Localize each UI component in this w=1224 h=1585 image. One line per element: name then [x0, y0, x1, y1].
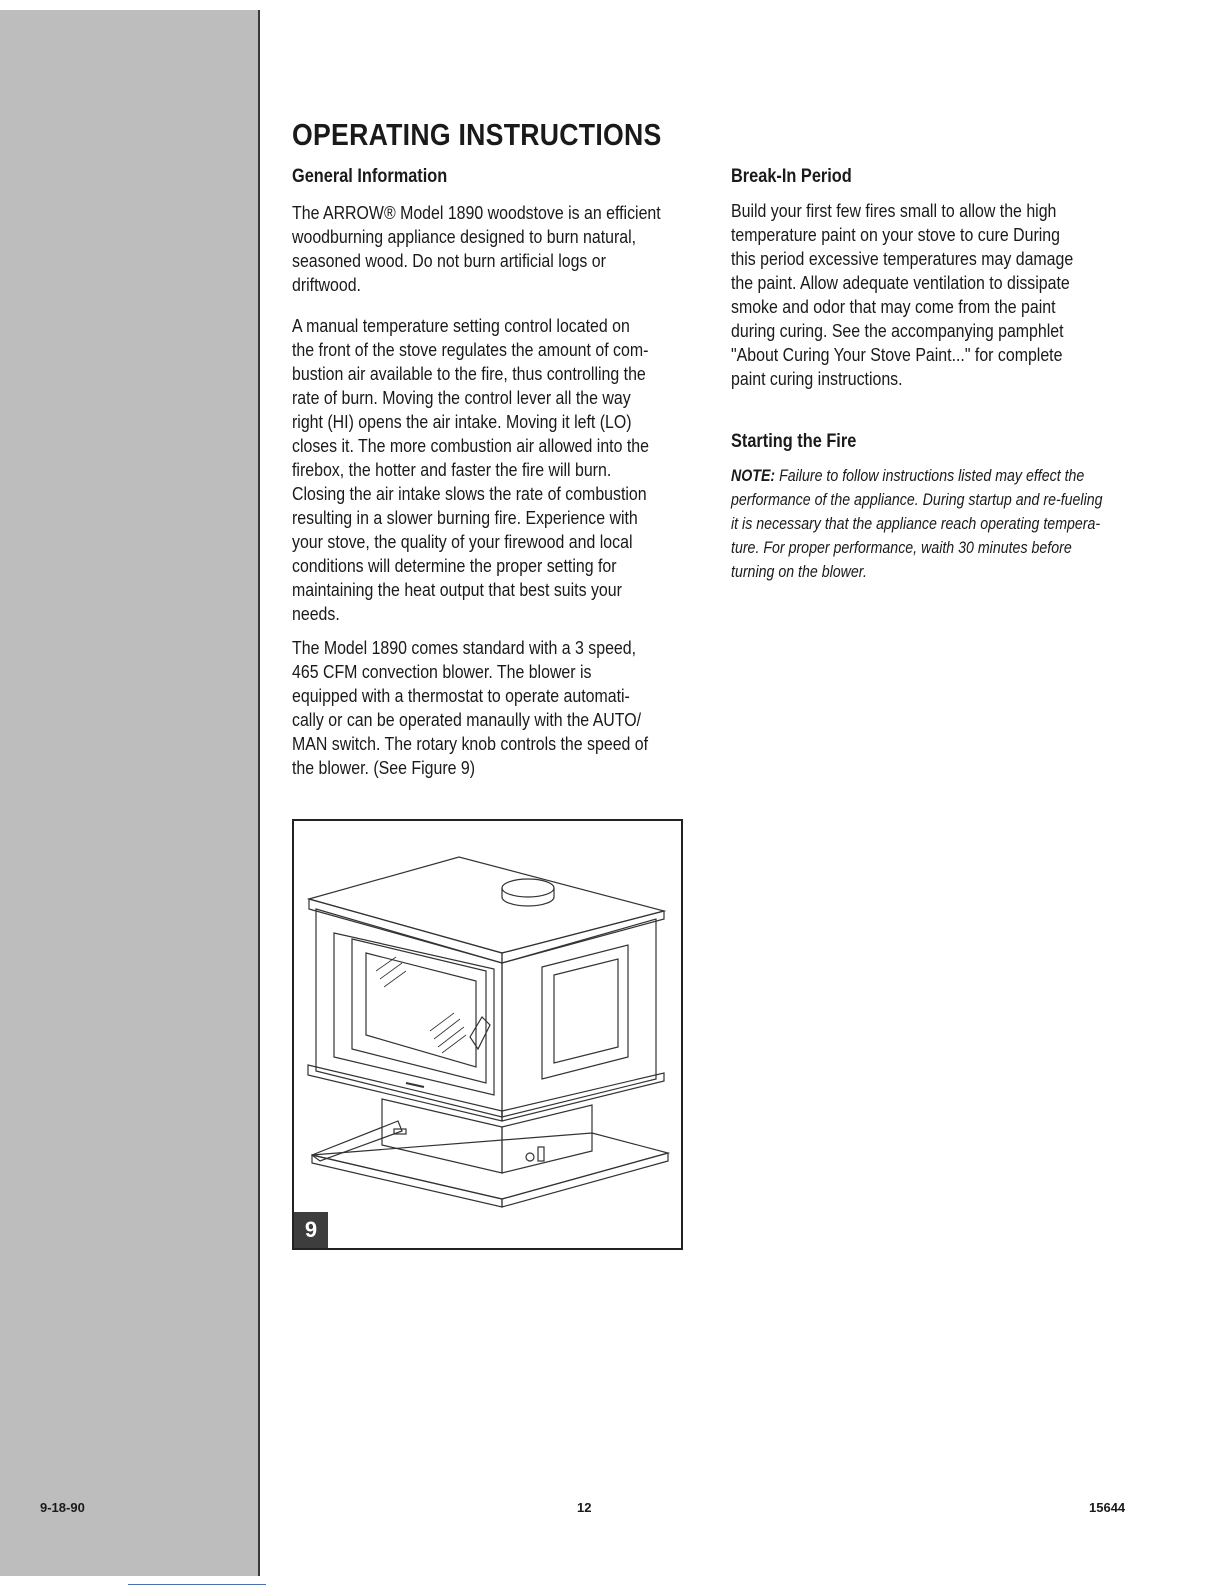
door-glass	[366, 953, 476, 1067]
woodstove-illustration	[294, 821, 681, 1248]
general-information-paragraph-2: A manual temperature setting control located on the front of the stove regulates the amount of com- bustion air available to the fire, thus controlling the rate of burn. Moving the control lever all the way right (HI) opens the air intake. Moving it left (LO) closes it. The more combustion air allowed into the firebox, the hotter and faster the fire will burn. Closing the air intake slows the rate of combustion resulting in a slower burning fire. Experience with your stove, the quality of your firewood and local conditions will determine the proper setting for maintaining the heat output that best suits your needs.	[292, 315, 649, 624]
general-information-paragraph-1: The ARROW® Model 1890 woodstove is an efficient woodburning appliance designed to burn natural, seasoned wood. Do not burn artificial logs or driftwood.	[292, 202, 661, 295]
note-label: NOTE:	[731, 467, 776, 485]
starting-the-fire-note	[731, 464, 1103, 584]
stove-top	[309, 857, 664, 953]
figure-number-badge: 9	[294, 1212, 328, 1248]
general-information-paragraph-3: The Model 1890 comes standard with a 3 speed, 465 CFM convection blower. The blower is equipped with a thermostat to operate automati- cally or can be operated manaully with the AUTO/ MAN switch. The rotary knob controls the speed of the blower. (See Figure 9)	[292, 637, 649, 778]
stove-door	[334, 933, 494, 1095]
footer-date: 9-18-90	[40, 1500, 85, 1515]
blower-knob	[526, 1153, 534, 1161]
page-title: OPERATING INSTRUCTIONS	[292, 117, 662, 152]
auto-man-switch	[538, 1147, 544, 1161]
figure-9-box	[292, 819, 683, 1250]
break-in-period-heading: Break-In Period	[731, 166, 852, 187]
general-information-heading: General Information	[292, 166, 448, 187]
flue-collar	[502, 879, 554, 897]
left-margin-bar	[0, 10, 260, 1576]
footer-document-number: 15644	[1089, 1500, 1126, 1515]
note-body: Failure to follow instructions listed may effect the performance of the appliance. During startup and re-fueling it is necessary that the appliance reach operating tempera- ture. For proper performance, waith 30 minutes before turning on the blower.	[731, 467, 1103, 581]
floor-pad	[312, 1121, 402, 1161]
stove-front	[316, 909, 502, 1117]
starting-the-fire-heading: Starting the Fire	[731, 431, 857, 452]
side-panel	[542, 945, 628, 1079]
stove-side	[502, 919, 656, 1117]
door-handle	[470, 1017, 490, 1049]
stove-pedestal	[382, 1099, 502, 1173]
footer-page-number: 12	[577, 1500, 592, 1515]
break-in-period-paragraph: Build your first few fires small to allow the high temperature paint on your stove to cure During this period excessive temperatures may damage the paint. Allow adequate ventilation to dissipate smoke and odor that may come from the paint during curing. See the accompanying pamphlet "About Curing Your Stove Paint..." for complete paint curing instructions.	[731, 200, 1074, 389]
